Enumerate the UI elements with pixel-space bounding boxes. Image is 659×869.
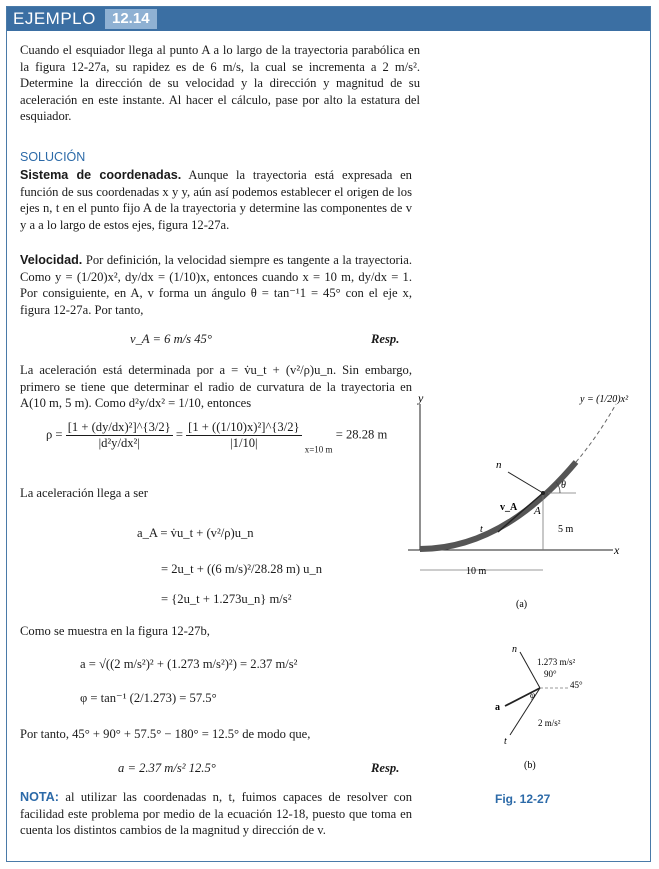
dim-10m: 10 m	[466, 566, 487, 577]
solution-heading: SOLUCIÓN	[20, 150, 86, 164]
equation-aA-1: a_A = v̇u_t + (v²/ρ)u_n	[137, 526, 254, 540]
point-A	[541, 491, 545, 495]
accel-intro: La aceleración está determinada por a = v̇u_t + (v²/ρ)u_n. Sin embargo, primero se tiene que determinar el radio de curvatura de la trayectoria en A(10 m, 5 m). Como d²y/dx² = 1/10, entonces	[20, 363, 412, 410]
equation-aA-2: = 2u_t + ((6 m/s)²/28.28 m) u_n	[161, 562, 323, 576]
example-label: EJEMPLO	[13, 9, 96, 28]
caption-b: (b)	[524, 760, 536, 771]
coords-title: Sistema de coordenadas.	[20, 168, 182, 182]
equation-a-magnitude: a = √((2 m/s²)² + (1.273 m/s²)²) = 2.37 m/s²	[80, 657, 298, 671]
velocity-text: Por definición, la velocidad siempre es tangente a la trayectoria. Como y = (1/20)x², dy/dx = (1/10)x, entonces cuando x = 10 m, dy/dx = 1. Por consiguiente, en A, v forma un ángulo θ = tan⁻¹1 = 45° con el eje x, figura 12-27a. Por tanto,	[20, 253, 412, 317]
resp-2: Resp.	[371, 761, 400, 775]
velocity-title: Velocidad.	[20, 253, 83, 267]
equation-vA: v_A = 6 m/s 45°	[130, 332, 212, 346]
vA-label: v_A	[500, 502, 518, 513]
curve-label: y = (1/20)x²	[580, 394, 629, 405]
x-axis-label: x	[614, 543, 620, 557]
b-90: 90°	[544, 669, 557, 679]
equation-aA-3: = {2u_t + 1.273u_n} m/s²	[161, 592, 292, 606]
example-header	[7, 7, 650, 31]
trajectory-dashed	[576, 404, 616, 462]
note-text: al utilizar las coordenadas n, t, fuimos capaces de resolver con facilidad este problema por medio de la ecuación 12-18, puesto que toma en cuenta los distintos cambios de la magnitud y dirección de v.	[20, 790, 412, 837]
t-label: t	[480, 524, 483, 535]
figure-12-27b	[480, 640, 600, 780]
accel-becomes: La aceleración llega a ser	[20, 486, 148, 500]
caption-a: (a)	[516, 599, 528, 610]
velocity-paragraph	[20, 252, 412, 318]
b-a-label: a	[495, 702, 500, 713]
b-phi-label: φ	[530, 690, 535, 700]
figure-12-27a	[408, 392, 652, 622]
dim-5m: 5 m	[558, 524, 574, 535]
note-paragraph	[20, 789, 412, 839]
figure-caption: Fig. 12-27	[495, 792, 551, 806]
resp-1: Resp.	[371, 332, 400, 346]
n-label: n	[496, 459, 502, 471]
b-45: 45°	[570, 680, 583, 690]
theta-label: θ	[561, 480, 566, 491]
b-2: 2 m/s²	[538, 718, 561, 728]
equation-final: a = 2.37 m/s² 12.5°	[118, 761, 216, 775]
A-label: A	[534, 505, 541, 517]
b-1273: 1.273 m/s²	[537, 657, 576, 667]
b-t-label: t	[504, 736, 507, 747]
y-axis-label: y	[418, 392, 424, 405]
therefore-text: Por tanto, 45° + 90° + 57.5° − 180° = 12.5° de modo que,	[20, 727, 311, 741]
problem-statement: Cuando el esquiador llega al punto A a lo largo de la trayectoria parabólica en la figura 12-27a, su rapidez es de 6 m/s, la cual se incrementa a 2 m/s². Determine la dirección de su velocidad y la dirección y magnitud de su aceleración en este instante. Al hacer el cálculo, pase por alto la estatura del esquiador.	[20, 43, 420, 123]
b-n-label: n	[512, 644, 517, 655]
note-label: NOTA:	[20, 790, 59, 804]
ski-slope	[420, 462, 576, 549]
equation-phi: φ = tan⁻¹ (2/1.273) = 57.5°	[80, 691, 217, 705]
as-shown-text: Como se muestra en la figura 12-27b,	[20, 624, 210, 638]
equation-rho: ρ = $\frac{\text{[1 + (dy/dx)²]\textasciicircum{}\{3/2\}}}{\text{|d²y/dx²|}}$ = $\frac{\text{[1 + ((1/10)x)²]\textasciicircum{}\{3/2\}}}{|1/10|}$ $_{x=10 m}$ = 28.28 m	[46, 420, 388, 455]
coords-paragraph	[20, 167, 412, 233]
n-axis	[508, 472, 543, 493]
example-number: 12.14	[105, 9, 157, 29]
coords-text: Aunque la trayectoria está expresada en función de sus coordenadas x y y, aún así podemos establecer el origen de los ejes n, t en el punto fijo A de la trayectoria y determine las componentes de v y a a lo largo de estos ejes, figura 12-27a.	[20, 168, 412, 232]
